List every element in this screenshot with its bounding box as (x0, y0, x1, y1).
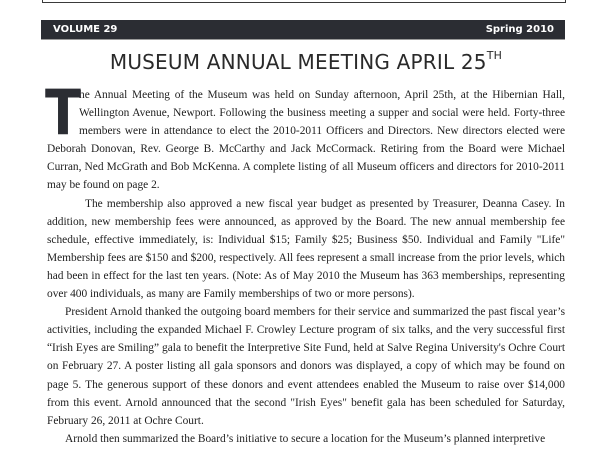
top-content-box (42, 0, 566, 3)
article-title-text: MUSEUM ANNUAL MEETING APRIL 25 (109, 50, 487, 74)
issue-season: Spring 2010 (485, 24, 554, 35)
drop-cap: T (45, 76, 81, 149)
paragraph-2: The membership also approved a new fiscal year budget as presented by Treasurer, Deanna Casey. In addition, new membership fees were announced, as approved by the Board. The new annual membership fee schedule, effective immediately, is: Individual $15; Family $25; Business $50. Individual and Family "Life" Membership fees are $150 and $200, respectively. All fees represent a small increase from the prior levels, which had been in effect for the last ten years. (Note: As of May 2010 the Museum has 363 memberships, representing over 400 individuals, as many are Family memberships of two or more persons). (47, 197, 565, 301)
paragraph-1-text: he Annual Meeting of the Museum was held on Sunday afternoon, April 25th, at the Hibernian Hall, Wellington Avenue, Newport. Following the business meeting a supper and social were held. Forty-three members were in attendance to elect the 2010-2011 Officers and Directors. New directors elected were Deborah Donovan, Rev. George B. McCarthy and Jack McCormack. Retiring from the Board were Michael Curran, Ned McGrath and Bob McKenna. A complete listing of all Museum officers and directors for 2010-2011 may be found on page 2. (47, 89, 565, 192)
volume-header-bar (41, 20, 565, 40)
paragraph-1 (45, 76, 565, 195)
paragraph-4: Arnold then summarized the Board’s initiative to secure a location for the Museum’s planned interpretive (65, 432, 546, 445)
volume-number: VOLUME 29 (53, 24, 118, 35)
article-title-superscript: TH (486, 49, 503, 63)
article-body (45, 76, 565, 448)
article-title (0, 50, 612, 74)
paragraph-3: President Arnold thanked the outgoing board members for their service and summarized the past fiscal year’s activities, including the expanded Michael F. Crowley Lecture program of six talks, and the very successful first “Irish Eyes are Smiling” gala to benefit the Interpretive Site Fund, held at Salve Regina University's Ochre Court on February 27. A poster listing all gala sponsors and donors was displayed, a copy of which may be found on page 5. The generous support of these donors and event attendees enabled the Museum to raise over $14,000 from this event. Arnold announced that the second "Irish Eyes" benefit gala has been scheduled for Saturday, February 26, 2011 at Ochre Court. (47, 306, 565, 427)
